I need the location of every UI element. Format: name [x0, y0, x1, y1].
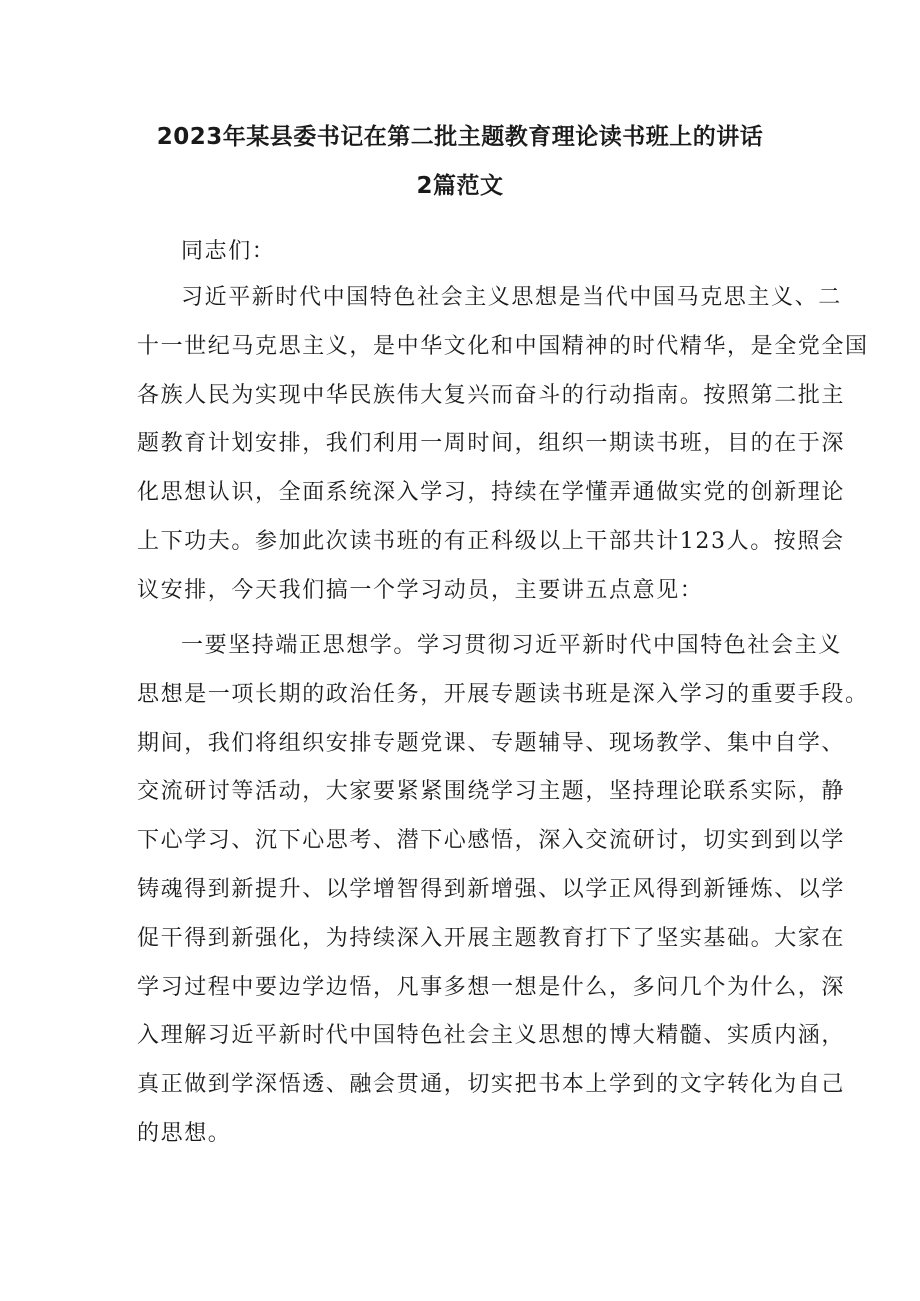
- paragraph-line: 思想是一项长期的政治任务，开展专题读书班是深入学习的重要手段。: [137, 681, 869, 707]
- salutation: 同志们：: [181, 239, 276, 264]
- paragraph-line: 下心学习、沉下心思考、潜下心感悟，深入交流研讨，切实到到以学: [137, 828, 846, 854]
- paragraph-line: 学习过程中要边学边悟，凡事多想一想是什么，多问几个为什么，深: [137, 974, 846, 1000]
- paragraph-line: 真正做到学深悟透、融会贯通，切实把书本上学到的文字转化为自己: [137, 1072, 846, 1098]
- paragraph-line: 铸魂得到新提升、以学增智得到新增强、以学正风得到新锤炼、以学: [137, 876, 846, 902]
- document-title-line-1: 2023年某县委书记在第二批主题教育理论读书班上的讲话: [156, 124, 764, 150]
- paragraph-line: 期间，我们将组织安排专题党课、专题辅导、现场教学、集中自学、: [137, 730, 846, 756]
- paragraph-line: 上下功夫。参加此次读书班的有正科级以上干部共计123人。按照会: [137, 528, 845, 554]
- paragraph-line: 交流研讨等活动，大家要紧紧围绕学习主题，坚持理论联系实际，静: [137, 779, 846, 805]
- paragraph-2: [137, 622, 869, 1159]
- paragraph-line: 的思想。: [137, 1120, 232, 1146]
- paragraph-line: 习近平新时代中国特色社会主义思想是当代中国马克思主义、二: [181, 285, 842, 310]
- paragraph-1: [137, 274, 869, 616]
- paragraph-line: 化思想认识，全面系统深入学习，持续在学懂弄通做实党的创新理论: [137, 480, 846, 506]
- paragraph-line: 题教育计划安排，我们利用一周时间，组织一期读书班，目的在于深: [137, 431, 846, 457]
- paragraph-line: 议安排，今天我们搞一个学习动员，主要讲五点意见：: [137, 577, 704, 603]
- paragraph-line: 入理解习近平新时代中国特色社会主义思想的博大精髓、实质内涵，: [137, 1023, 846, 1049]
- document-title-line-2: 2篇范文: [416, 173, 504, 199]
- paragraph-line: 促干得到新强化，为持续深入开展主题教育打下了坚实基础。大家在: [137, 925, 846, 951]
- paragraph-line: 各族人民为实现中华民族伟大复兴而奋斗的行动指南。按照第二批主: [137, 382, 846, 408]
- salutation-block: [137, 228, 797, 277]
- paragraph-line: 一要坚持端正思想学。学习贯彻习近平新时代中国特色社会主义: [181, 633, 842, 658]
- paragraph-line: 十一世纪马克思主义，是中华文化和中国精神的时代精华，是全党全国: [137, 333, 869, 359]
